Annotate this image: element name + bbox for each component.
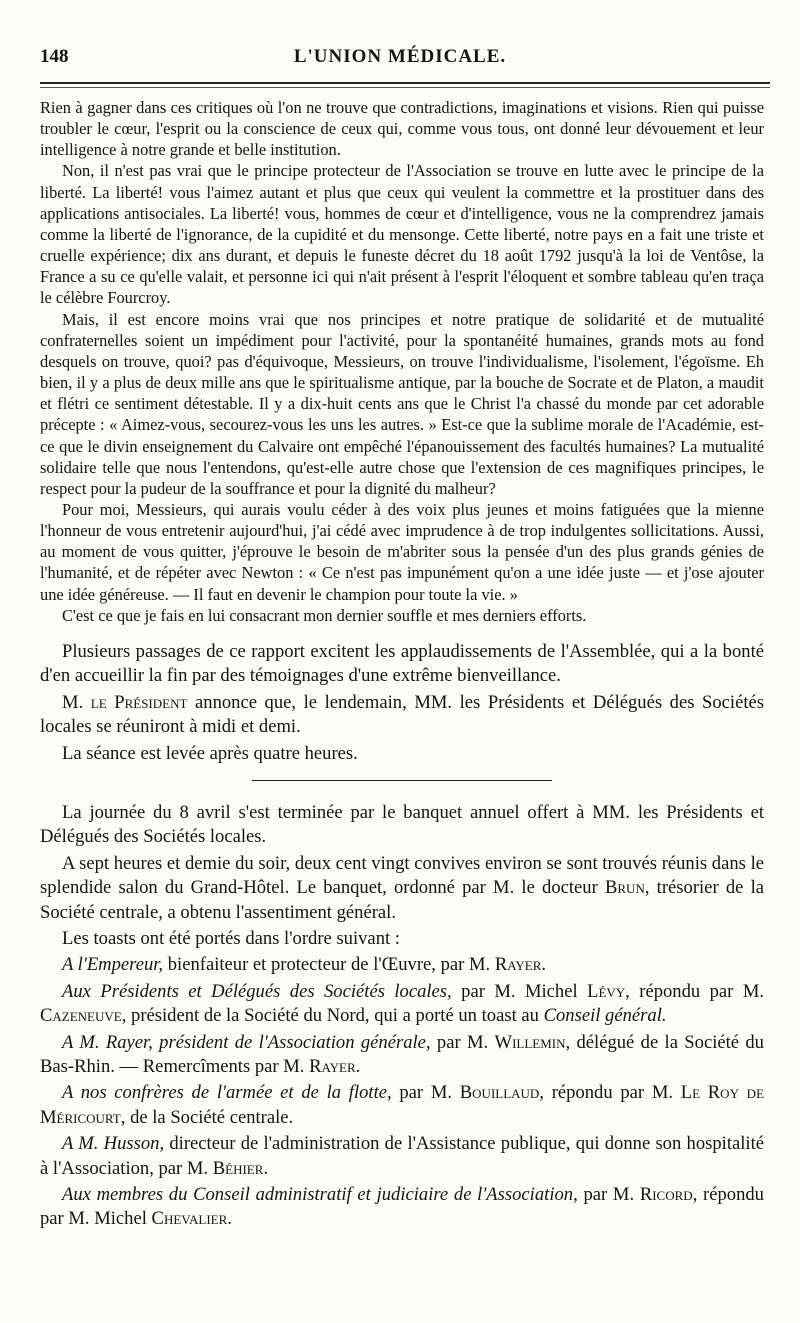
text-run: , répondu par M. <box>625 980 765 1002</box>
person-name: Chevalier <box>151 1208 228 1230</box>
text-run: par M. Michel <box>461 980 578 1002</box>
page-number: 148 <box>40 46 69 67</box>
article-body <box>40 97 764 1234</box>
person-name: Willemin <box>494 1031 566 1053</box>
person-name: Bouillaud <box>459 1082 540 1104</box>
speech-paragraph: Mais, il est encore moins vrai que nos principes et notre pratique de solidarité et de mutualité confraternelles soient un impédiment pour l'activité, pour la spontanéité humaines, grands mots au fond desquels on trouve, quoi? pas d'équivoque, Messieurs, on trouve l'individualisme, l'isolement, l'égoïsme. Eh bien, il y a plus de deux mille ans que le spiritualisme antique, par la bouche de Socrate et de Platon, a maudit et flétri ce sentiment détestable. Il y a dix-huit cents ans que le Christ l'a chassé du monde par cet adorable précepte : « Aimez-vous, secourez-vous les uns les autres. » Est-ce que la sublime morale de l'Académie, est-ce que le divin enseignement du Calvaire ont empêché l'épanouissement des facultés humaines? La mutualité solidaire telle que nous l'entendons, qu'est-elle autre chose que l'extension de ces magnifiques principes, le respect pour la pudeur de la souffrance et pour la dignité du malheur? <box>40 309 764 498</box>
section-divider <box>252 780 552 781</box>
toast-dedication: A nos confrères de l'armée et de la flotte, <box>62 1082 392 1104</box>
text-run: , trésorier de la Société centrale, a obtenu l'assentiment général. <box>40 877 764 923</box>
session-paragraph <box>40 691 764 740</box>
person-name: Béhier <box>212 1157 264 1179</box>
toast-item: Aux membres du Conseil administratif et judiciaire de l'Association, par M. Ricord, répondu par M. Michel Chevalier. <box>40 1184 764 1230</box>
speech-paragraph: C'est ce que je fais en lui consacrant mon dernier souffle et mes derniers efforts. <box>62 605 587 625</box>
banquet-paragraph <box>40 852 764 925</box>
person-name: Brun <box>604 877 645 899</box>
text-run: , répondu par M. <box>539 1082 674 1104</box>
speech-paragraph: Rien à gagner dans ces critiques où l'on ne trouve que contradictions, imaginations et visions. Rien qui puisse troubler le cœur, l'esprit ou la conscience de ceux qui, comme vous tous, ont donné leur dévouement et leur intelligence à notre grande et belle institution. <box>40 98 764 160</box>
toast-dedication: A l'Empereur, <box>62 954 164 976</box>
toast-dedication: Aux Présidents et Délégués des Sociétés locales, <box>62 980 452 1002</box>
text-run: , de la Société centrale. <box>120 1106 294 1128</box>
banquet-paragraph: La journée du 8 avril s'est terminée par le banquet annuel offert à MM. les Présidents et Délégués des Sociétés locales. <box>40 801 764 848</box>
toast-dedication: A M. Husson, <box>62 1133 165 1155</box>
toast-dedication: A M. Rayer, président de l'Association générale, <box>62 1031 431 1053</box>
session-paragraph: Plusieurs passages de ce rapport excitent les applaudissements de l'Assemblée, qui a la bonté d'en accueillir la fin par des témoignages d'une extrême bienveillance. <box>40 640 764 687</box>
page-header <box>40 46 760 76</box>
toast-item: A M. Rayer, président de l'Association générale, par M. Willemin, délégué de la Société du Bas-Rhin. — Remercîments par M. Rayer. <box>40 1031 764 1077</box>
person-name: Le Roy de Méricourt <box>40 1082 765 1128</box>
header-rule <box>40 82 770 84</box>
person-name: Cazeneuve <box>40 1005 122 1027</box>
text-run: M. <box>62 691 84 713</box>
president-title: le Président <box>90 691 188 713</box>
banquet-paragraph: Les toasts ont été portés dans l'ordre suivant : <box>62 927 400 949</box>
session-section <box>40 640 764 766</box>
text-run: par M. <box>399 1082 453 1104</box>
toast-item <box>40 980 764 1029</box>
text-run: , président de la Société du Nord, qui a porté un toast au <box>121 1005 539 1027</box>
toast-item: A M. Husson, directeur de l'administration de l'Assistance publique, qui donne son hospitalité à l'Association, par M. Béhier. <box>40 1133 764 1179</box>
header-rule-thin <box>40 87 770 88</box>
toast-dedication: Aux membres du Conseil administratif et judiciaire de l'Association, <box>62 1184 578 1206</box>
speech-section <box>40 97 764 626</box>
text-run: directeur de l'administration de l'Assistance publique, qui donne son hospitalité à l'Association, par M. <box>40 1133 764 1179</box>
text-run: , délégué de la Société du Bas-Rhin. — Remercîments par M. <box>40 1031 764 1077</box>
text-run: bienfaiteur et protecteur de l'Œuvre, par M. <box>167 954 491 976</box>
toast-dedication: Conseil général. <box>543 1005 667 1027</box>
text-run: annonce que, le lendemain, MM. les Présidents et Délégués des Sociétés locales se réuniront à midi et demi. <box>40 691 764 738</box>
text-run: , répondu par M. Michel <box>40 1184 764 1230</box>
text-run: A sept heures et demie du soir, deux cent vingt convives environ se sont trouvés réunis dans le splendide salon du Grand-Hôtel. Le banquet, ordonné par M. le docteur <box>40 852 764 899</box>
toast-item: A l'Empereur, bienfaiteur et protecteur de l'Œuvre, par M. Rayer. <box>62 954 547 976</box>
person-name: Rayer <box>309 1056 356 1077</box>
banquet-section <box>40 801 764 1232</box>
speech-paragraph: Pour moi, Messieurs, qui aurais voulu céder à des voix plus jeunes et moins fatiguées que la mienne l'honneur de vous entretenir aujourd'hui, j'ai cédé avec imprudence à de trop indulgentes sollicitations. Aussi, au moment de vous quitter, j'éprouve le besoin de m'abriter sous la pensée d'un des plus grands génies de l'humanité, et de répéter avec Newton : « Ce n'est pas impunément qu'on a une idée juste — et j'ose ajouter une idée généreuse. — Il faut en devenir le champion pour toute la vie. » <box>40 499 764 604</box>
session-paragraph: La séance est levée après quatre heures. <box>62 742 358 764</box>
person-name: Rayer <box>494 954 542 976</box>
toast-item <box>40 1081 764 1130</box>
running-title: L'UNION MÉDICALE. <box>293 46 507 67</box>
person-name: Ricord <box>639 1184 693 1206</box>
person-name: Lévy <box>587 980 626 1002</box>
text-run: par M. <box>583 1184 635 1206</box>
speech-paragraph: Non, il n'est pas vrai que le principe protecteur de l'Association se trouve en lutte avec le principe de la liberté. La liberté! vous l'aimez autant et plus que ceux qui veulent la commettre et la prostituer dans des applications antisociales. La liberté! vous, hommes de cœur et d'intelligence, vous ne la comprendrez jamais comme la liberté de l'ignorance, de la cupidité et du mensonge. Cette liberté, notre pays en a fait une triste et cruelle expérience; dix ans durant, et depuis le funeste décret du 18 août 1792 jusqu'à la loi de Ventôse, la France a su ce qu'elle valait, et personne ici qui n'ait présent à l'esprit l'éloquent et sombre tableau qu'en traça le célèbre Fourcroy. <box>40 161 764 308</box>
text-run: par M. <box>436 1031 489 1053</box>
